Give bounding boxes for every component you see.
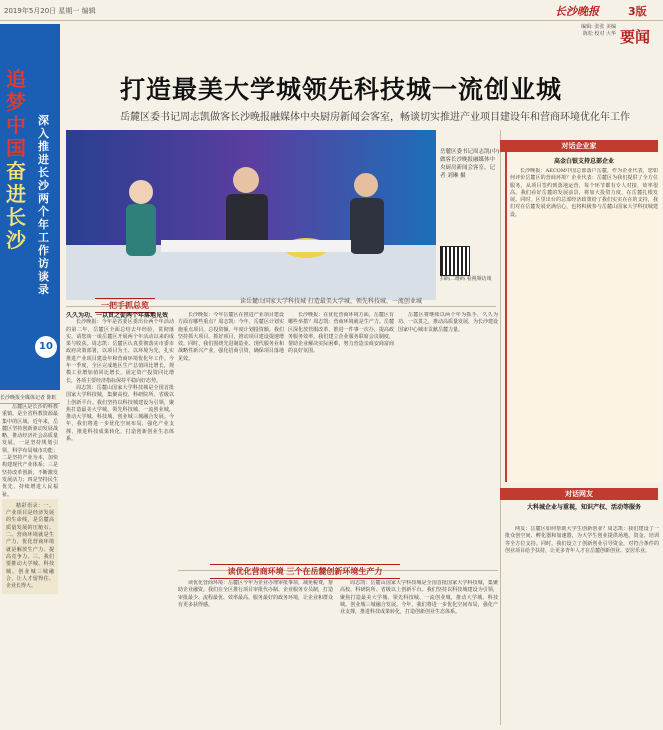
sidebar-text-1-body: 长沙晚报：AECOM中国总部落户岳麓，作为企业代表，您如何评价岳麓区的营商环境？企业代表：岳麓区为我们提供了全方位服务，从项目签约到落地运营，每个环节都有专人对接，效率很高。我们看好岳麓的发展前景，将加大投资力度，在岳麓扎根发展。同时，区里出台的总部经济政策给了我们实实在在的支持，我们对在岳麓发展充满信心，也将积极参与岳麓山国家大学科技城建设。	[510, 168, 658, 218]
column-divider	[500, 130, 501, 725]
slogan-yellow: 奋进长沙	[6, 159, 26, 252]
qr-code[interactable]	[440, 246, 470, 276]
part1-lead: 久久为功、一以贯之促两个年落地见效	[66, 312, 169, 319]
slogan-red: 追梦中国	[6, 67, 26, 160]
banner-slogan	[6, 68, 36, 252]
quote-box: 精彩语录：一、产业项目是经济发展的生命线，是岳麓高质量发展的压舱石。二、营商环境就是生产力，优化营商环境就是解放生产力、提高竞争力。三、我们要推动大学城、科技城、创业城三城融合，让人才留得住、企业长得大。	[2, 499, 58, 595]
editor-credits: 编辑: 张张 美编 陈松 校对 大华	[581, 24, 616, 37]
article-subhead: 岳麓区委书记周志凯做客长沙晚报融媒体中央厨房新闻会客室，畅谈切实推进产业项目建设年和营商环境优化年工作	[120, 112, 630, 123]
photo-side-caption: 岳麓区委书记周志凯(中)做客长沙晚报融媒体中央厨房新闻会客室。记者 刘琳 摄	[440, 149, 500, 179]
interview-photo	[66, 130, 436, 300]
column-3	[288, 312, 394, 562]
left-column-text: 岳麓区是长沙的科教重镇，是全省科教资源最集中的区域。近年来，岳麓区坚持创新驱动发展战略，推动经济社会高质量发展。一是坚持规划引领，科学布局城市功能；二是坚持产业为本，加快构建现代产业体系；三是坚持改革创新，不断激发发展活力；四是坚持民生优先，持续增进人民福祉。	[2, 404, 58, 498]
column-3-text: 长沙晚报：在优化营商环境方面，岳麓区有哪些举措？周志凯：营商环境就是生产力。岳麓区深化放管服改革，推进一件事一次办，提高政务服务效率。我们建立企业服务联席会议制度，帮助企业解决实际困难，努力营造亲商安商富商的良好氛围。	[288, 312, 394, 355]
left-column	[2, 404, 58, 704]
column-6	[340, 580, 498, 725]
page-number: 3版	[628, 5, 647, 18]
sidebar-subtitle-1: 高金白银支持总部企业	[553, 158, 614, 165]
section-title: 要闻	[620, 28, 651, 46]
column-4-text: 岳麓区将继续以两个年为抓手，久久为功、一以贯之，推动高质量发展，为长沙建设国家中心城市贡献岳麓力量。	[398, 312, 498, 333]
column-1-text-2: 周志凯：岳麓山国家大学科技城是全国首批国家大学科技城，集聚高校、科研院所、省级以上创新平台。我们坚持以科技城建设为引领，聚焦打造最美大学城、领先科技城、一流创业城，推动大学城、科技城、创业城三城融合发展。今年，我们将进一步优化空间布局，强化产业支撑，推进科技成果转化，打造创新创业生态体系。	[66, 384, 174, 443]
column-2-text: 长沙晚报：今年岳麓区在推进产业项目建设方面有哪些重点？周志凯：今年，岳麓区计划实施重点项目，总投资额，年度计划投资额。我们坚持抓大项目、抓好项目，推动项目建设提速增效。同时，我们围绕先进制造业、现代服务业和战略性新兴产业，强化招商引资，确保项目落地见效。	[178, 312, 284, 362]
page-header	[0, 0, 663, 21]
column-5	[178, 580, 333, 725]
part2-title: 读优化营商环境 三个在岳麓创新环境生产力	[210, 564, 400, 579]
banner-series-title: 深入推进长沙两个年工作访谈录	[38, 114, 49, 296]
column-6-text: 周志凯：岳麓山国家大学科技城是全国首批国家大学科技城，集聚高校、科研院所、省级以上创新平台。我们坚持以科技城建设为引领，聚焦打造最美大学城、领先科技城、一流创业城，推动大学城、科技城、创业城三城融合发展。今年，我们将进一步优化空间布局，强化产业支撑，推进科技成果转化，打造创新创业生态体系。	[340, 580, 498, 616]
sidebar-title-1: 对话企业家	[500, 140, 658, 152]
column-4	[398, 312, 498, 562]
column-1-text: 长沙晚报：今年是省委区委出台两个年活动的第二年，岳麓区全面总结去年经验，贯彻落实。请您谈一谈岳麓区开展两个年活动以来的成果与收获。周志凯：岳麓区认真贯彻落实市委市政府决策部署，以项目为王、以环境为先，扎实推进产业项目建设年和营商环境优化年工作。今年一季度，全区完成地区生产总值同比增长，规模工业增加值同比增长，固定资产投资同比增长，各项主要经济指标保持平稳向好态势。	[66, 319, 174, 384]
series-number-badge: 10	[35, 336, 57, 358]
sidebar-title-2: 对话网友	[500, 488, 658, 500]
column-5-text: 读优化营商环境：岳麓区今年为企业办理审批事项，减免税费，帮助企业融资。我们在全区推行项目审批代办制、企业服务专员制，打造审批最少、流程最优、效率最高、服务最好的政务环境，让企业和群众有更多获得感。	[178, 580, 333, 608]
photo-caption: 读岳麓山国家大学科技城 打造最美大学城、领先科技城、一流创业城	[240, 298, 422, 305]
sidebar-text-1	[510, 168, 658, 480]
column-2	[178, 312, 284, 562]
sidebar-text-2	[505, 526, 659, 724]
campaign-banner	[0, 24, 60, 390]
issue-date: 2019年5月20日 星期一 编辑	[4, 7, 96, 15]
part1-title: 一把手抓总览	[95, 298, 155, 313]
byline: 长沙晚报全媒体记者 陈虹	[0, 392, 60, 404]
article-headline: 打造最美大学城领先科技城一流创业城	[120, 75, 563, 104]
newspaper-brand: 长沙晚报	[555, 5, 599, 18]
sidebar-subtitle-2: 大科城企业与重视，知识产权、活动等服务	[526, 504, 641, 511]
qr-caption: 扫码二维码 看视频访谈	[440, 276, 492, 282]
sidebar-text-2-body: 网友：岳麓区如何帮助大学生创新创业？周志凯：我们建设了一批众创空间、孵化器和加速器，为大学生创业提供场地、资金、培训等全方位支持。同时，我们设立了创新创业引导资金，对符合条件的创业项目给予扶持，让更多青年人才在岳麓创新创业、安居乐业。	[505, 526, 659, 554]
column-1	[66, 312, 174, 722]
